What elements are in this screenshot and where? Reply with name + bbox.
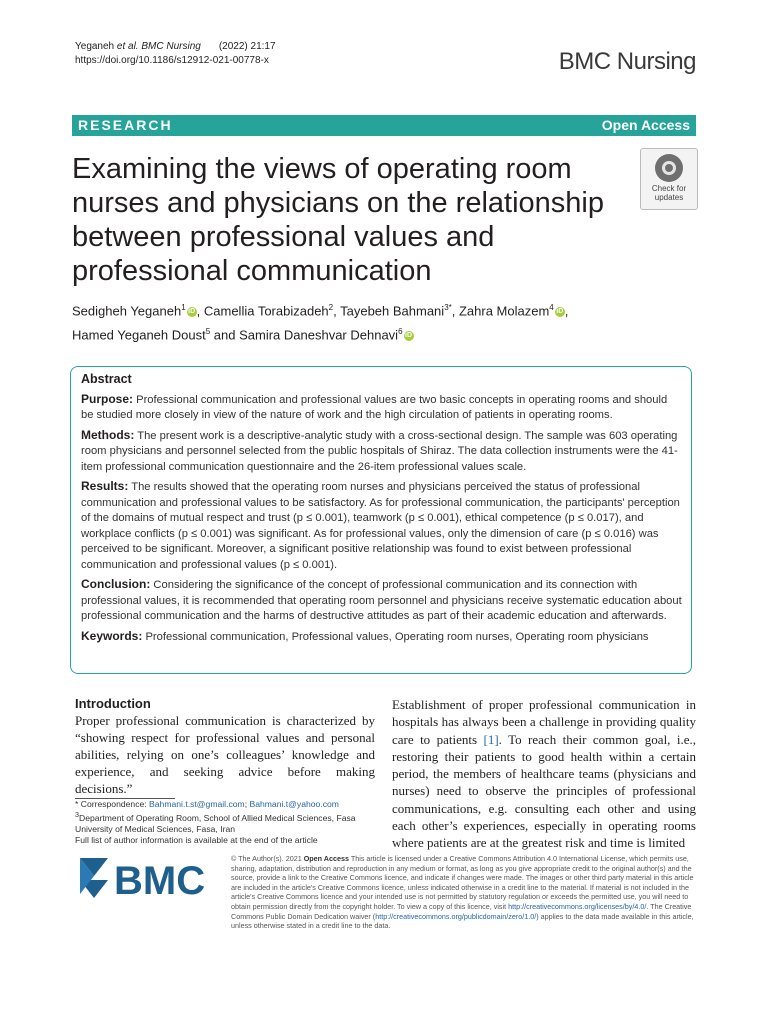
author-affiliation-sup: 5	[205, 327, 211, 337]
author-name[interactable]: Samira Daneshvar Dehnavi	[239, 327, 399, 343]
article-title: Examining the views of operating room nurses and physicians on the relationship between professional values and professional communication	[72, 153, 604, 287]
author-name[interactable]: Zahra Molazem	[458, 303, 550, 319]
abstract-box	[70, 366, 692, 674]
check-for-updates-label: Check for updates	[651, 184, 687, 202]
author-separator: ,	[451, 303, 459, 319]
bmc-logo	[78, 850, 213, 908]
author-separator: and	[210, 327, 240, 343]
author-affiliation-sup: 6	[398, 327, 403, 337]
full-list-note: Full list of author information is available at the end of the article	[75, 834, 318, 845]
doi-link[interactable]: https://doi.org/10.1186/s12912-021-00778-x	[75, 55, 269, 66]
abstract-purpose: Purpose: Professional communication and professional values are two basic concepts in operating rooms and should be studied more closely in view of the nature of work and the high circulation of patients in operating rooms.	[81, 391, 668, 421]
introduction-heading: Introduction	[75, 696, 151, 711]
author-name[interactable]: Tayebeh Bahmani	[340, 303, 445, 319]
email-link[interactable]: Bahmani.t@yahoo.com	[249, 799, 339, 809]
affiliation-line: $^3$Department of Operating Room, School of Allied Medical Sciences, Fasa University of Medical Sciences, Fasa, Iran	[75, 811, 356, 834]
author-affiliation-sup: 2	[328, 303, 334, 312]
orcid-icon[interactable]: iD	[188, 307, 196, 315]
license-link[interactable]: http://creativecommons.org/publicdomain/zero/1.0/	[375, 911, 537, 921]
abstract-conclusion: Conclusion: Considering the significance of the concept of professional communication and its connection with professional values, it is recommended that operating room personnel and physicians receive systematic education about professional communication and the harms of destructive attitudes as part of their academic education and afterwards.	[81, 577, 682, 622]
bmc-logo-text: BMC	[114, 859, 206, 903]
orcid-icon[interactable]: iD	[556, 307, 564, 315]
license-statement: © The Author(s). 2021 Open Access This article is licensed under a Creative Commons Attribution 4.0 International License, which permits use, sharing, adaptation, distribution and reproduction in any medium or format, as long as you give appropriate credit to the original author(s) and the source, provide a link to the Creative Commons licence, and indicate if changes were made. The images or other third party material in this article are included in the article's Creative Commons licence, unless indicated otherwise in a credit line to the material. If material is not included in the article's Creative Commons licence and your intended use is not permitted by statutory regulation or exceeds the permitted use, you will need to obtain permission directly from the copyright holder. To view a copy of this licence, visit http://creativecommons.org/licenses/by/4.0/. The Creative Commons Public Domain Dedication waiver (http://creativecommons.org/publicdomain/zero/1.0/) applies to the data made available in this article, unless otherwise stated in a credit line to the data.	[231, 854, 694, 931]
author-name[interactable]: Camellia Torabizadeh	[203, 303, 329, 319]
article-type-label: RESEARCH	[78, 117, 173, 133]
journal-citation: Yeganeh et al. BMC Nursing (2022) 21:17	[75, 41, 276, 52]
article-type-banner	[72, 115, 696, 136]
author-name[interactable]: Hamed Yeganeh Doust	[72, 327, 206, 343]
reference-link[interactable]: [1]	[483, 731, 499, 747]
introduction-paragraph: Proper professional communication is characterized by “showing respect for professional values and personal abilities, relying on one’s colleagues’ knowledge and experience, and seeking advice before making decisions.”	[75, 713, 375, 796]
correspondence-footnote	[75, 799, 375, 846]
check-for-updates-button[interactable]	[640, 148, 698, 210]
email-link[interactable]: Bahmani.t.st@gmail.com	[149, 799, 245, 809]
author-separator: ,	[564, 303, 569, 319]
author-affiliation-sup: 4	[549, 303, 554, 312]
abstract-keywords: Keywords: Professional communication, Professional values, Operating room nurses, Operating room physicians	[81, 628, 649, 643]
orcid-icon[interactable]: iD	[405, 332, 413, 340]
author-affiliation-sup: 3*	[444, 303, 452, 312]
author-affiliation-sup: 1	[181, 303, 186, 312]
abstract-heading: Abstract	[81, 372, 132, 386]
citation-header	[75, 40, 276, 68]
abstract-results: Results: The results showed that the operating room nurses and physicians perceived the status of professional communication and professional values to be satisfactory. As for professional communication, the participants' perception of the domains of mutual respect and trust (p ≤ 0.001), teamwork (p ≤ 0.001), ethical competence (p ≤ 0.017), and workplace conflicts (p ≤ 0.001) was significant. As for professional values, only the dimension of care (p ≤ 0.016) was perceived to be significant. Moreover, a significant positive relationship was found to exist between professional communication and professional values (p ≤ 0.001).	[81, 479, 680, 571]
author-separator: ,	[196, 303, 204, 319]
license-link[interactable]: http://creativecommons.org/licenses/by/4.0/	[508, 901, 647, 911]
crossmark-icon	[655, 154, 683, 182]
correspondence-line: * Correspondence: Bahmani.t.st@gmail.com; Bahmani.t@yahoo.com	[75, 799, 339, 809]
author-separator: ,	[333, 303, 341, 319]
journal-brand: BMC Nursing	[558, 48, 696, 75]
author-name[interactable]: Sedigheh Yeganeh	[72, 303, 182, 319]
open-access-label: Open Access	[601, 117, 690, 133]
author-list	[72, 297, 692, 346]
abstract-methods: Methods: The present work is a descriptive-analytic study with a cross-sectional design. The sample was 603 operating room physicians and personnel selected from the public hospitals of Shiraz. The data collection instruments were the 41-item professional communication questionnaire and the 26-item professional values scale.	[81, 427, 678, 473]
body-column-right: Establishment of proper professional communication in hospitals has always been a challenge in providing quality care to patients [1]. To reach their common goal, i.e., restoring their patients to good health within a certain period, the members of healthcare teams (physicians and nurses) need to observe the principles of professional communications, e.g. consulting each other and using each other’s experiences, especially in operating rooms where patients are at the greatest risk and time is limited	[392, 697, 696, 851]
